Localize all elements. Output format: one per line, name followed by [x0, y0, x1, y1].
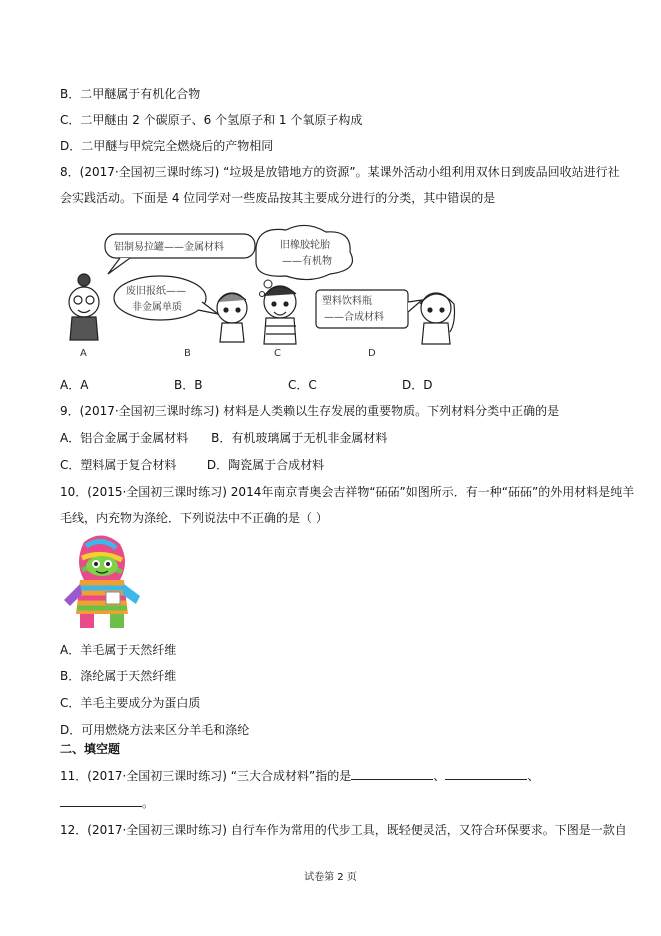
q9-options-ab: A．铝合金属于金属材料 B．有机玻璃属于无机非金属材料: [60, 431, 388, 445]
cartoon-label-d: D: [368, 348, 376, 359]
bubble-b: [114, 276, 218, 320]
kid-b-figure: [217, 293, 247, 342]
kid-c-figure: [264, 286, 296, 344]
q9-stem: 9．(2017·全国初三课时练习) 材料是人类赖以生存发展的重要物质。下列材料分类中正确的是: [60, 404, 560, 418]
q8-options: [60, 377, 432, 393]
q10-stem-line1: 10．(2015·全国初三课时练习) 2014年南京青奥会吉祥物“砳砳”如图所示．有一种“砳砳”的外用材料是纯羊: [60, 485, 635, 499]
bubble-a-text: 铝制易拉罐——金属材料: [114, 242, 224, 253]
mascot-lele-image: [60, 532, 144, 632]
q8-option-d: D．D: [402, 378, 433, 392]
page-footer: 试卷第 2 页: [304, 872, 357, 883]
cartoon-label-c: C: [274, 348, 281, 359]
bubble-d-text-1: 塑料饮料瓶: [322, 296, 372, 307]
q8-option-c: C．C: [288, 378, 317, 392]
kid-d-figure: [420, 293, 455, 344]
q8-stem-line1: 8．(2017·全国初三课时练习) “垃圾是放错地方的资源”。某课外活动小组利用双休日到废品回收站进行社: [60, 165, 620, 179]
kid-a-figure: [69, 274, 99, 340]
q8-option-a: A．A: [60, 378, 89, 392]
bubble-b-text-1: 废旧报纸——: [126, 286, 186, 297]
q11-answer-blank-1[interactable]: [351, 768, 433, 780]
cartoon-label-a: A: [80, 348, 87, 359]
bubble-c: [256, 225, 353, 296]
q10-option-a: A．羊毛属于天然纤维: [60, 643, 177, 657]
q11-stem-line2: [60, 795, 154, 811]
q8-stem-line2: 会实践活动。下面是 4 位同学对一些废品按其主要成分进行的分类，其中错误的是: [60, 191, 496, 205]
q7-option-b: B．二甲醚属于有机化合物: [60, 87, 201, 101]
q11-stem-text: 11．(2017·全国初三课时练习) “三大合成材料”指的是: [60, 769, 352, 783]
q8-cartoon-figure: [60, 222, 480, 362]
q7-option-d: D．二甲醚与甲烷完全燃烧后的产物相同: [60, 139, 274, 153]
q10-stem-line2: 毛线，内充物为涤纶．下列说法中不正确的是（ ）: [60, 511, 328, 525]
bubble-a: [105, 234, 255, 274]
q11-separator-1: 、: [433, 769, 446, 783]
cartoon-label-b: B: [184, 348, 191, 359]
section-heading-fill-blank: 二、填空题: [60, 742, 121, 756]
q10-option-b: B．涤纶属于天然纤维: [60, 669, 177, 683]
bubble-d-text-2: ——合成材料: [324, 312, 384, 323]
bubble-c-text-1: 旧橡胶轮胎: [280, 240, 330, 251]
q11-separator-2: 、: [527, 769, 540, 783]
q9-options-cd: C．塑料属于复合材料 D．陶瓷属于合成材料: [60, 458, 325, 472]
q11-end-punct: 。: [142, 796, 155, 810]
q11-answer-blank-2[interactable]: [445, 768, 527, 780]
q10-option-d: D．可用燃烧方法来区分羊毛和涤纶: [60, 723, 250, 737]
bubble-d: [316, 290, 422, 328]
q12-stem: 12．(2017·全国初三课时练习) 自行车作为常用的代步工具，既轻便灵活，又符合环保要求。下图是一款自: [60, 823, 627, 837]
q8-option-b: B．B: [174, 378, 203, 392]
q7-option-c: C．二甲醚由 2 个碳原子、6 个氢原子和 1 个氧原子构成: [60, 113, 363, 127]
bubble-c-text-2: ——有机物: [282, 256, 332, 267]
q10-option-c: C．羊毛主要成分为蛋白质: [60, 696, 201, 710]
bubble-b-text-2: 非金属单质: [132, 302, 182, 313]
q11-answer-blank-3[interactable]: [60, 795, 142, 807]
q11-stem-line1: [60, 768, 539, 784]
